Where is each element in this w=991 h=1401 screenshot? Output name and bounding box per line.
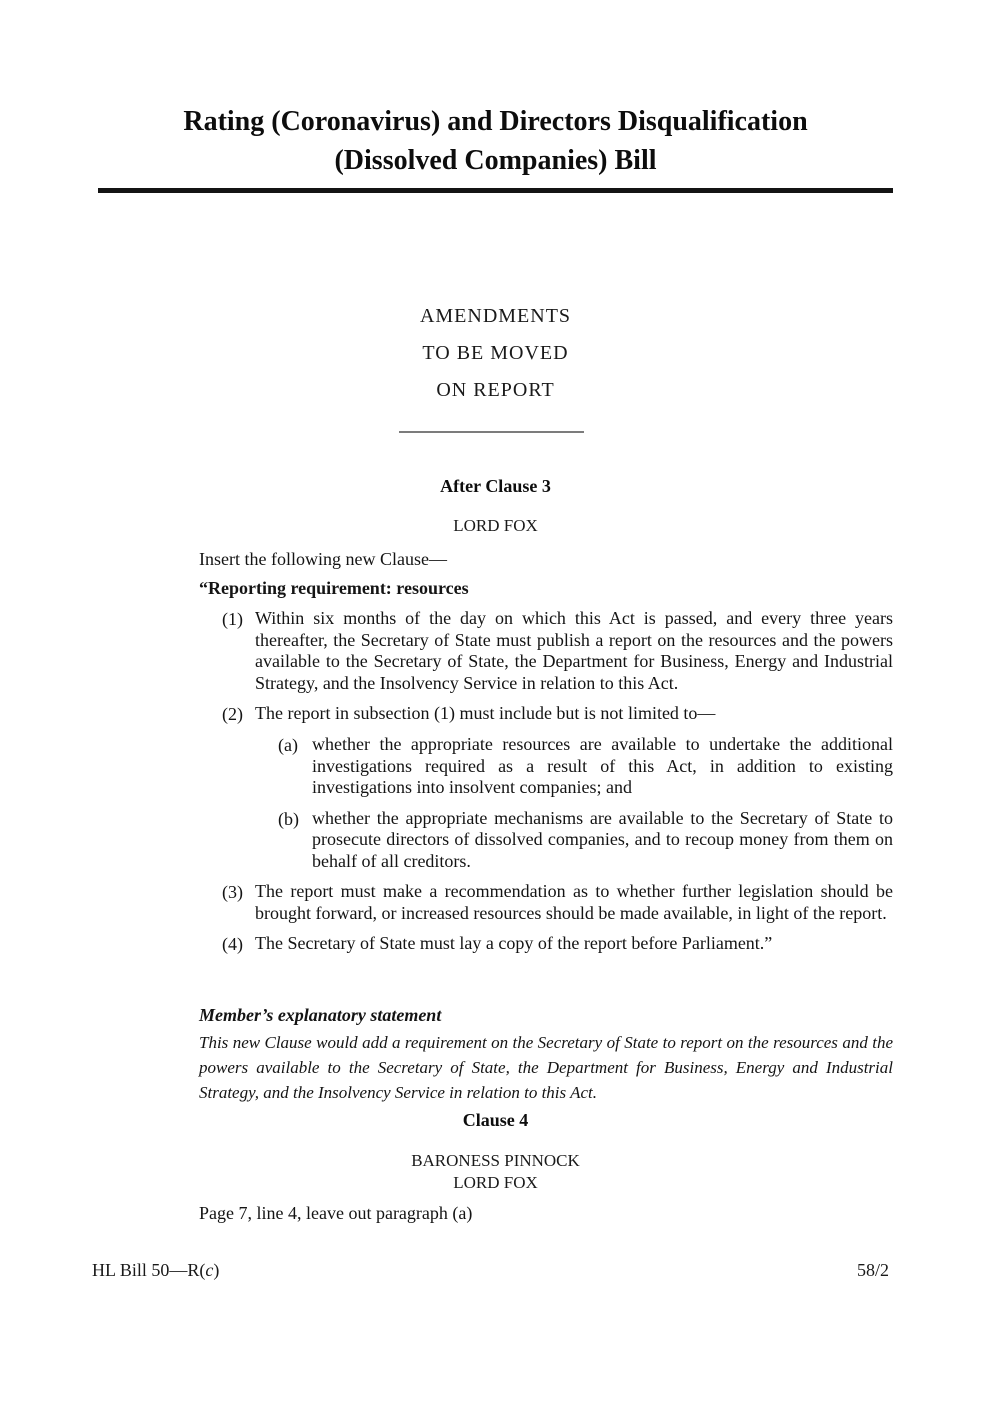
provision-subsection-3 (199, 881, 893, 924)
notice-line-to-be-moved: TO BE MOVED (422, 342, 569, 364)
provision-text: whether the appropriate mechanisms are available to the Secretary of State to prosecute directors of dissolved companies, and to recoup money from them on behalf of all creditors. (312, 807, 893, 871)
provision-subsection-4 (199, 933, 893, 955)
after-clause-3-sponsors (0, 515, 991, 537)
provision-number: (3) (222, 882, 243, 902)
amendment-instruction: Insert the following new Clause— (199, 549, 447, 569)
sponsor-lord-fox: LORD FOX (453, 516, 538, 535)
bill-reference (92, 1260, 219, 1281)
new-clause-title: “Reporting requirement: resources (199, 578, 469, 598)
title-double-rule (98, 188, 893, 193)
members-explanatory-statement (199, 1003, 893, 1105)
sponsor-lord-fox: LORD FOX (453, 1173, 538, 1192)
provision-text: The report in subsection (1) must include but is not limited to— (255, 703, 716, 723)
amendment-body (199, 548, 893, 955)
provision-number: (a) (278, 735, 298, 755)
provision-number: (b) (278, 808, 299, 829)
explanatory-statement-heading: Member’s explanatory statement (199, 1005, 442, 1025)
notice-line-on-report: ON REPORT (436, 379, 555, 401)
running-number: 58/2 (856, 1260, 889, 1280)
provision-subsection-1 (199, 608, 893, 694)
provision-subsection-2 (199, 703, 893, 725)
bill-title-line-2: (Dissolved Companies) Bill (334, 145, 657, 176)
section-divider-rule (399, 431, 584, 433)
provision-paragraph-a (199, 734, 893, 799)
provision-text: whether the appropriate resources are available to undertake the additional investigations required as a result of this Act, in addition to existing investigations into insolvent companies; and (312, 734, 893, 797)
provision-text: The Secretary of State must lay a copy of the report before Parliament.” (255, 933, 773, 953)
clause-4-heading: Clause 4 (462, 1110, 529, 1130)
provision-number: (1) (222, 609, 243, 629)
amendments-notice (0, 306, 991, 417)
page-footer (92, 1260, 889, 1281)
provision-text: The report must make a recommendation as to whether further legislation should be brought forward, or increased resources should be made available, in light of the report. (255, 881, 893, 923)
clause-4-sponsors (0, 1150, 991, 1194)
after-clause-3-heading: After Clause 3 (440, 476, 551, 496)
sponsor-baroness-pinnock: BARONESS PINNOCK (411, 1151, 580, 1170)
provision-paragraph-b (199, 808, 893, 873)
bill-title-line-1: Rating (Coronavirus) and Directors Disqualification (183, 106, 808, 137)
clause-4-instruction: Page 7, line 4, leave out paragraph (a) (199, 1203, 473, 1223)
provision-number: (4) (222, 934, 243, 954)
notice-line-amendments: AMENDMENTS (419, 305, 572, 327)
bill-reference-italic: c (205, 1260, 214, 1280)
explanatory-statement-text: This new Clause would add a requirement on the Secretary of State to report on the resources and the powers available to the Secretary of State, the Department for Business, Energy and Industrial Strategy, and the Insolvency Service in relation to this Act. (199, 1033, 893, 1102)
bill-reference-suffix: ) (213, 1260, 220, 1280)
provision-number: (2) (222, 704, 243, 724)
bill-title (0, 102, 991, 180)
provision-text: Within six months of the day on which this Act is passed, and every three years thereafter, the Secretary of State must publish a report on the resources and the powers available to the Secretary of State, the Department for Business, Energy and Industrial Strategy, and the Insolvency Service in relation to this Act. (255, 608, 893, 693)
bill-reference-prefix: HL Bill 50—R( (92, 1260, 206, 1280)
